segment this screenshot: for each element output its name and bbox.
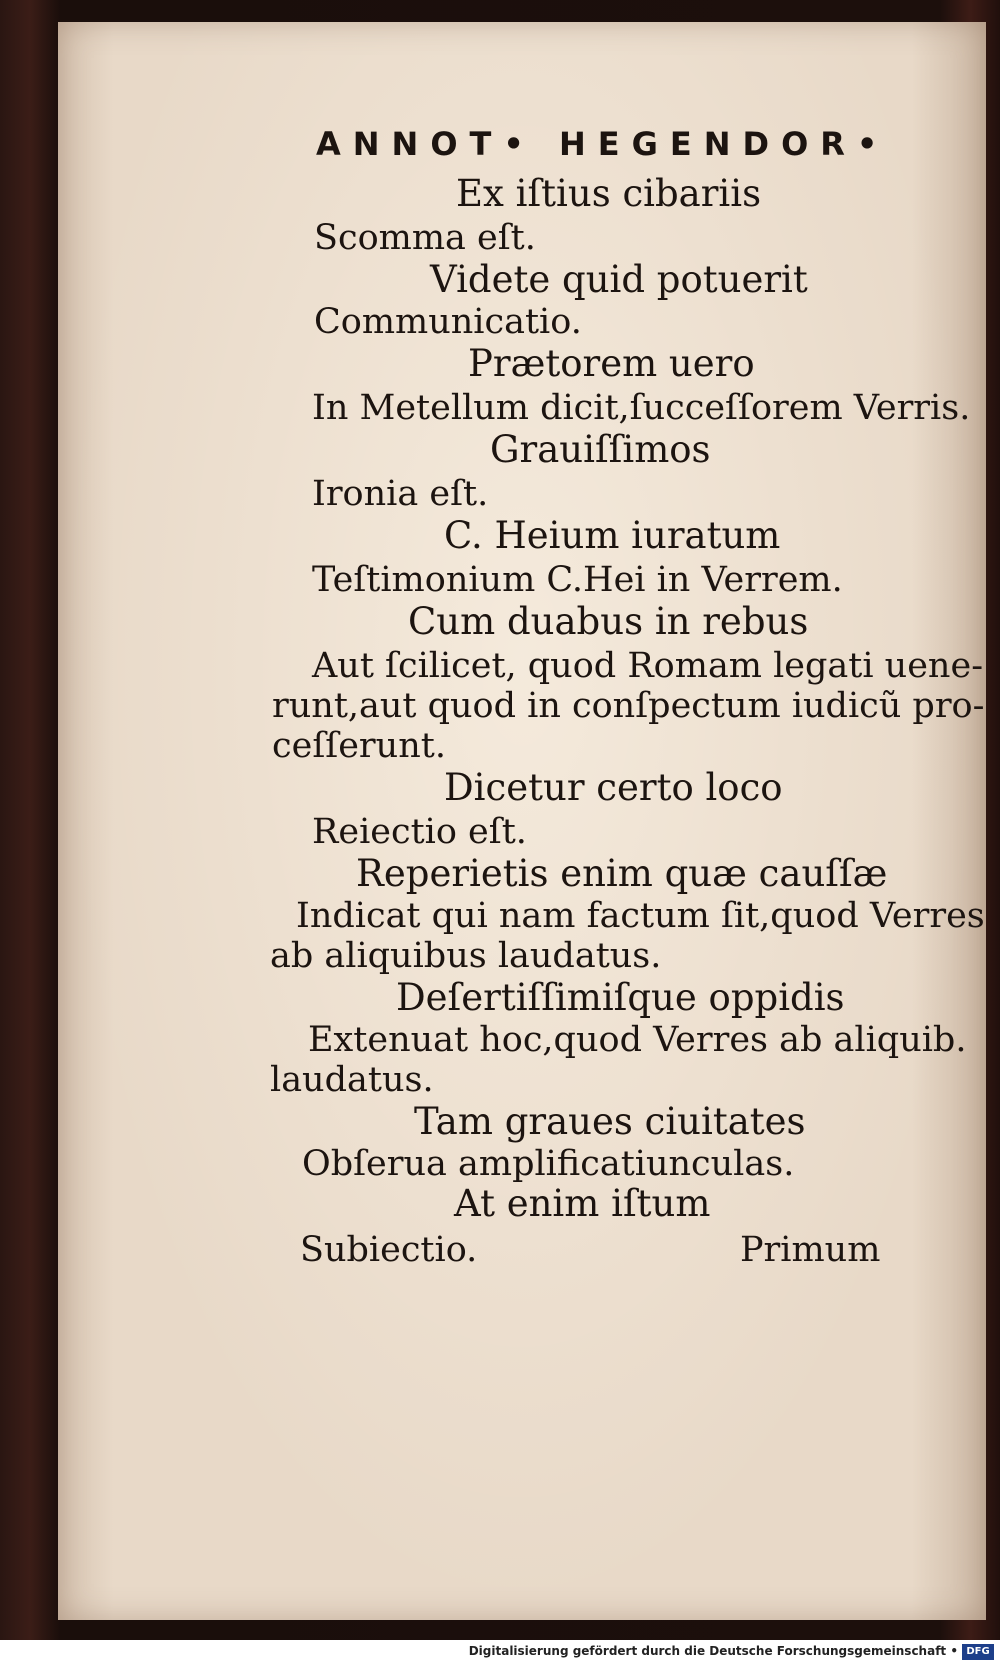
note-line: Teſtimonium C.Hei in Verrem. [312,560,843,600]
lemma-line: Tam graues ciuitates [414,1100,806,1143]
page-text-block [58,22,986,1620]
book-page [58,22,986,1620]
lemma-line: Grauiſſimos [490,428,711,471]
note-line: Subiectio. [300,1230,478,1270]
note-line: laudatus. [270,1060,434,1100]
lemma-line: Videte quid potuerit [430,258,808,301]
note-line: Extenuat hoc,quod Verres ab aliquib. [308,1020,967,1060]
note-line: Obſerua amplificatiunculas. [302,1144,795,1184]
lemma-line: Reperietis enim quæ cauſſæ [356,852,888,895]
note-line: runt,aut quod in conſpectum iudicũ pro- [272,686,985,726]
lemma-line: Prætorem uero [468,342,755,385]
digitization-footer [0,1640,1000,1666]
lemma-line: Ex iſtius cibariis [456,172,762,215]
note-line: Ironia eſt. [312,474,489,514]
note-line: Reiectio eſt. [312,812,527,852]
lemma-line: Dicetur certo loco [444,766,783,809]
note-line: Aut ſcilicet, quod Romam legati uene- [312,646,984,686]
lemma-line: Deſertiſſimiſque oppidis [396,976,845,1019]
note-line: Indicat qui nam factum ſit,quod Verres [296,896,985,936]
running-head: ANNOT• HEGENDOR• [316,125,890,163]
catchword: Primum [740,1230,881,1270]
note-line: Communicatio. [314,302,582,342]
note-line: In Metellum dicit,ſucceſſorem Verris. [312,388,971,428]
lemma-line: C. Heium iuratum [444,514,781,557]
funding-notice: Digitalisierung gefördert durch die Deutsche Forschungsgemeinschaft • [468,1644,958,1658]
note-line: ceſſerunt. [272,726,446,766]
note-line: Scomma eſt. [314,218,536,258]
lemma-line: Cum duabus in rebus [408,600,809,643]
dfg-logo-icon: DFG [962,1644,994,1660]
lemma-line: At enim iſtum [454,1182,711,1225]
note-line: ab aliquibus laudatus. [270,936,662,976]
